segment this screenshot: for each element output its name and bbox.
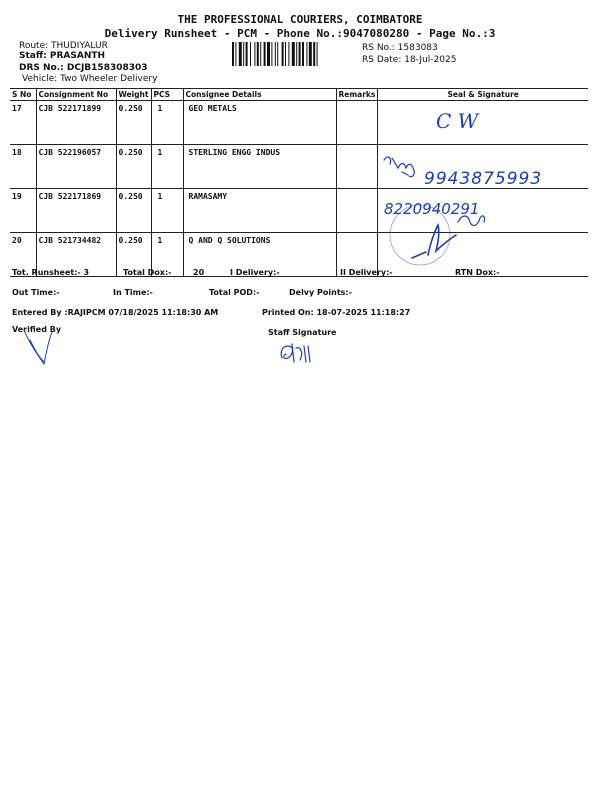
barcode-bar	[243, 42, 244, 66]
col-header-remarks: Remarks	[336, 89, 378, 101]
vehicle-field: Vehicle: Two Wheeler Delivery	[22, 74, 158, 84]
barcode-bar	[277, 42, 278, 66]
cell-pcs: 1	[151, 189, 183, 233]
barcode-bar	[232, 42, 234, 66]
barcode-bar	[246, 42, 248, 66]
cell-sno: 18	[10, 145, 36, 189]
printed-on: Printed On: 18-07-2025 11:18:27	[262, 308, 411, 317]
col-header-consignment: Consignment No	[36, 89, 116, 101]
table-row	[10, 145, 588, 189]
cell-consignee: STERLING ENGG INDUS	[183, 145, 336, 189]
table-row	[10, 233, 588, 277]
cell-weight: 0.250	[116, 233, 151, 277]
entered-by: Entered By :RAJIPCM 07/18/2025 11:18:30 AM	[12, 308, 219, 317]
cell-consignee: Q AND Q SOLUTIONS	[183, 233, 336, 277]
company-title: THE PROFESSIONAL COURIERS, COIMBATORE	[177, 13, 423, 26]
barcode-bar	[309, 42, 312, 66]
row19-phone: 8220940291	[384, 200, 480, 218]
total-dox-value: 20	[193, 268, 205, 277]
in-time: In Time:-	[113, 288, 153, 297]
barcode-bar	[271, 42, 272, 66]
barcode-bar	[317, 42, 318, 66]
route-field: Route: THUDIYALUR	[19, 41, 108, 51]
staff-signature-label: Staff Signature	[268, 328, 337, 337]
barcode-bar	[239, 42, 242, 66]
cell-remarks	[336, 189, 378, 233]
cell-seal	[378, 101, 588, 145]
drs-number: DRS No.: DCJB158308303	[19, 63, 148, 73]
rs-number: RS No.: 1583083	[362, 43, 438, 53]
cell-pcs: 1	[151, 101, 183, 145]
cell-seal	[378, 145, 588, 189]
barcode-bar	[267, 42, 270, 66]
cell-remarks	[336, 101, 378, 145]
cell-consignment: CJB 521734482	[36, 233, 116, 277]
cell-consignee: RAMASAMY	[183, 189, 336, 233]
col-header-seal: Seal & Signature	[378, 89, 588, 101]
out-time: Out Time:-	[12, 288, 60, 297]
barcode-bar	[302, 42, 304, 66]
col-header-weight: Weight	[116, 89, 151, 101]
cell-weight: 0.250	[116, 101, 151, 145]
barcode-bar	[254, 42, 255, 66]
col-header-consignee: Consignee Details	[183, 89, 336, 101]
total-pod: Total POD:-	[209, 288, 260, 297]
cell-consignee: GEO METALS	[183, 101, 336, 145]
col-header-sno: S No	[10, 89, 36, 101]
cell-sno: 20	[10, 233, 36, 277]
barcode-bar	[299, 42, 301, 66]
barcode-bar	[250, 42, 251, 66]
row17-signature: C W	[436, 109, 479, 133]
barcode-bar	[288, 42, 289, 66]
cell-consignment: CJB 522196057	[36, 145, 116, 189]
total-dox-label: Total Dox:-	[123, 268, 172, 277]
barcode-bar	[313, 42, 315, 66]
cell-pcs: 1	[151, 145, 183, 189]
cell-sno: 17	[10, 101, 36, 145]
barcode-bar	[264, 42, 266, 66]
cell-weight: 0.250	[116, 189, 151, 233]
table-row	[10, 189, 588, 233]
table-row	[10, 101, 588, 145]
verified-signature	[24, 330, 52, 364]
ii-delivery: II Delivery:-	[340, 268, 393, 277]
tot-runsheet: Tot. Runsheet:- 3	[12, 268, 90, 277]
barcode-bar	[285, 42, 286, 66]
col-header-pcs: PCS	[151, 89, 183, 101]
delvy-points: Delvy Points:-	[289, 288, 352, 297]
barcode-bar	[257, 42, 259, 66]
barcode-image	[232, 42, 356, 66]
i-delivery: I Delivery:-	[230, 268, 280, 277]
barcode-bar	[275, 42, 276, 66]
cell-weight: 0.250	[116, 145, 151, 189]
rs-date: RS Date: 18-Jul-2025	[362, 55, 457, 65]
verified-by: Verified By	[12, 325, 62, 334]
cell-remarks	[336, 145, 378, 189]
barcode-bar	[282, 42, 284, 66]
runsheet-table	[10, 88, 588, 277]
runsheet-subtitle: Delivery Runsheet - PCM - Phone No.:9047080280 - Page No.:3	[104, 27, 496, 40]
barcode-bar	[306, 42, 307, 66]
table-header-row	[10, 89, 588, 101]
rtn-dox: RTN Dox:-	[455, 268, 500, 277]
cell-consignment: CJB 522171869	[36, 189, 116, 233]
barcode-bar	[292, 42, 295, 66]
cell-consignment: CJB 522171899	[36, 101, 116, 145]
cell-seal	[378, 189, 588, 233]
staff-field: Staff: PRASANTH	[19, 51, 106, 61]
row18-phone: 9943875993	[424, 169, 543, 189]
barcode-bar	[296, 42, 297, 66]
barcode-bar	[235, 42, 236, 66]
cell-sno: 19	[10, 189, 36, 233]
barcode-bar	[260, 42, 261, 66]
staff-signature	[281, 344, 310, 362]
cell-pcs: 1	[151, 233, 183, 277]
